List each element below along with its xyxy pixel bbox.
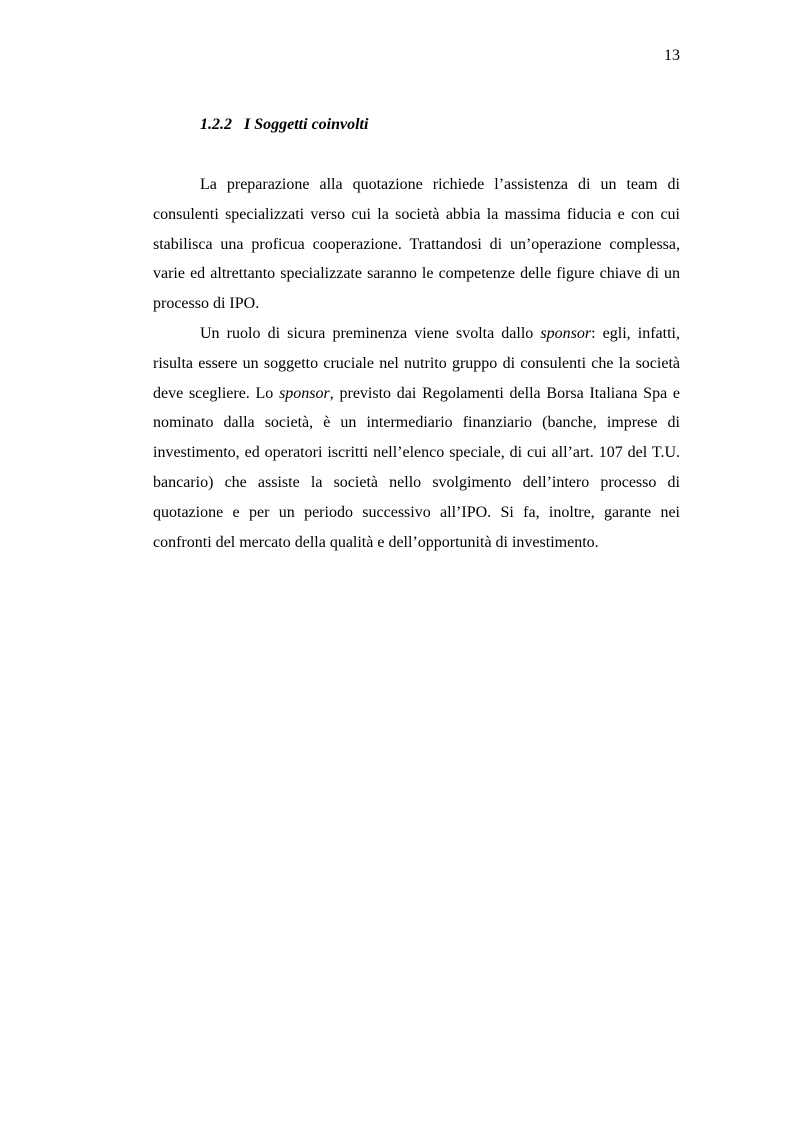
section-title: I Soggetti coinvolti [244, 116, 369, 133]
paragraph-1: La preparazione alla quotazione richiede l’assistenza di un team di consulenti specializzati verso cui la società abbia la massima fiducia e con cui stabilisca una proficua cooperazione. Trattandosi di un’operazione complessa, varie ed altrettanto specializzate saranno le competenze delle figure chiave di un processo di IPO. [153, 176, 680, 313]
paragraph-2-part-1: Un ruolo di sicura preminenza viene svolta dallo [200, 324, 541, 342]
page-number: 13 [664, 47, 680, 64]
section-number: 1.2.2 [200, 116, 232, 133]
body-text [153, 170, 680, 557]
paragraph-2 [153, 319, 680, 557]
paragraph-2-part-2: : egli, infatti, risulta essere un soggetto cruciale nel nutrito gruppo di consulenti che la società deve scegliere. Lo [153, 324, 680, 402]
paragraph-2-part-3: , previsto dai Regolamenti della Borsa Italiana Spa e nominato dalla società, è un intermediario finanziario (banche, imprese di investimento, ed operatori iscritti nell’elenco speciale, di cui all’art. 107 del T.U. bancario) che assiste la società nello svolgimento dell’intero processo di quotazione e per un periodo successivo all’IPO. Si fa, inoltre, garante nei confronti del mercato della qualità e dell’opportunità di investimento. [153, 384, 681, 551]
term-sponsor: sponsor [540, 324, 592, 342]
section-heading [200, 115, 368, 135]
term-sponsor: sponsor [279, 384, 330, 402]
